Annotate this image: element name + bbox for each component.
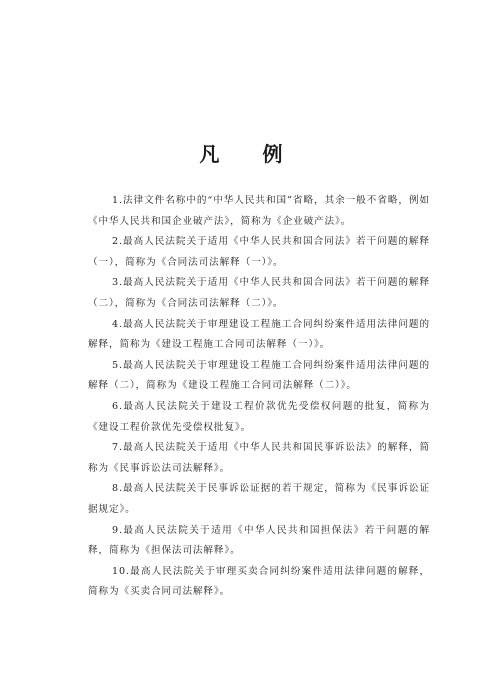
note-item-6: 6.最高人民法院关于建设工程价款优先受偿权问题的批复，简称为《建设工程价款优先受偿权批复》。 <box>88 400 430 433</box>
note-item-5: 5.最高人民法院关于审理建设工程施工合同纠纷案件适用法律问题的解释（二），简称为《建设工程施工合同司法解释（二）》。 <box>88 359 430 392</box>
note-item-4: 4.最高人民法院关于审理建设工程施工合同纠纷案件适用法律问题的解释，简称为《建设工程施工合同司法解释（一）》。 <box>88 318 430 351</box>
note-item-9: 9.最高人民法院关于适用《中华人民共和国担保法》若干问题的解释，简称为《担保法司法解释》。 <box>88 524 430 557</box>
note-item-3: 3.最高人民法院关于适用《中华人民共和国合同法》若干问题的解释（二），简称为《合同法司法解释（二）》。 <box>88 277 430 309</box>
page-title: 凡 例 <box>199 142 301 166</box>
note-item-1: 1.法律文件名称中的“中华人民共和国”省略，其余一般不省略，例如《中华人民共和国企业破产法》，简称为《企业破产法》。 <box>88 195 430 227</box>
note-item-2: 2.最高人民法院关于适用《中华人民共和国合同法》若干问题的解释（一），简称为《合同法司法解释（一）》。 <box>88 236 430 268</box>
note-item-10: 10.最高人民法院关于审理买卖合同纠纷案件适用法律问题的解释，简称为《买卖合同司法解释》。 <box>88 565 430 598</box>
note-item-8: 8.最高人民法院关于民事诉讼证据的若干规定，简称为《民事诉讼证据规定》。 <box>88 483 430 515</box>
note-item-7: 7.最高人民法院关于适用《中华人民共和国民事诉讼法》的解释，简称为《民事诉讼法司法解释》。 <box>88 442 430 474</box>
notes-list <box>88 191 430 603</box>
